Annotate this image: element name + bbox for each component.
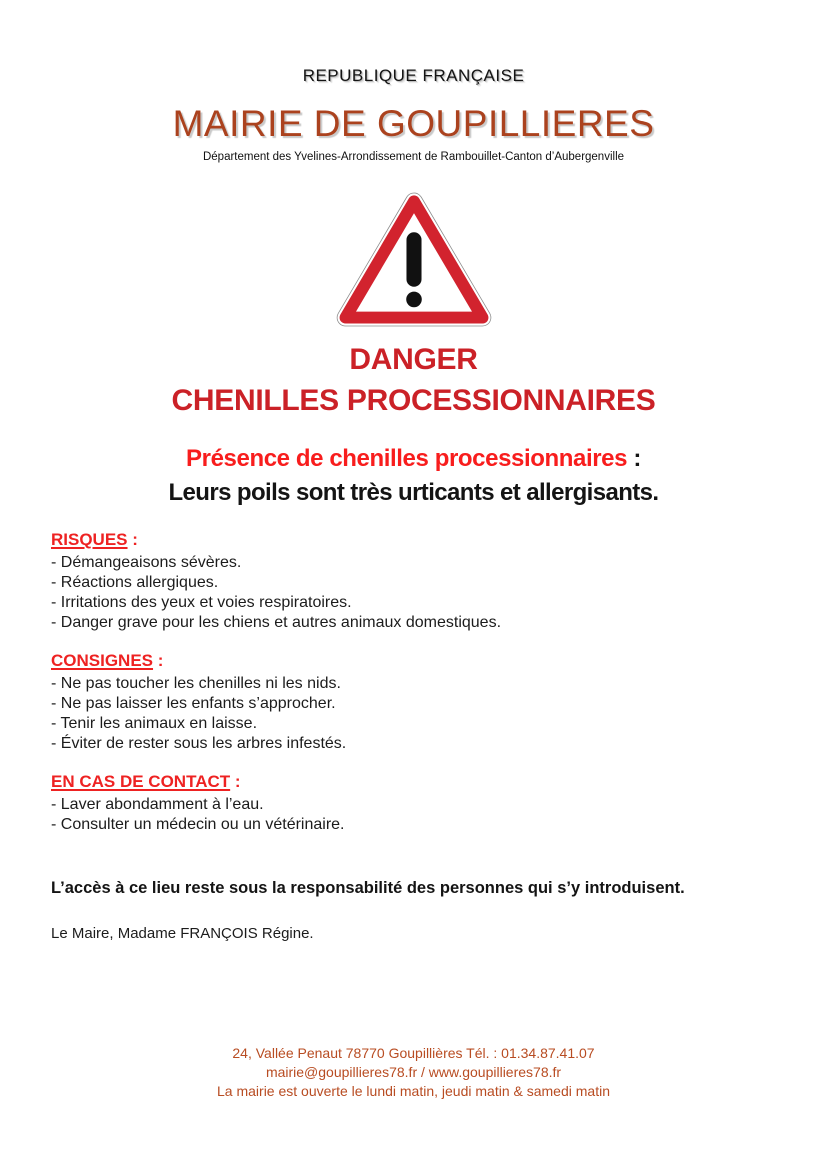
danger-heading-line1: DANGER <box>349 343 478 376</box>
risques-section <box>51 531 777 633</box>
mairie-title: MAIRIE DE GOUPILLIERES <box>172 103 655 144</box>
presence-statement-text: Présence de chenilles processionnaires <box>186 445 628 472</box>
warning-sign-container <box>0 190 827 328</box>
danger-heading <box>0 339 827 421</box>
contact-section <box>51 773 777 835</box>
republic-title: REPUBLIQUE FRANÇAISE <box>302 66 525 85</box>
list-item: - Tenir les animaux en laisse. <box>51 715 258 732</box>
section-heading-contact <box>51 773 777 791</box>
section-heading-colon: : <box>127 530 138 549</box>
warning-triangle-icon <box>336 190 492 329</box>
list-item: - Éviter de rester sous les arbres infestés. <box>51 735 347 752</box>
hairs-warning-statement: Leurs poils sont très urticants et allergisants. <box>168 479 659 506</box>
list-item: - Laver abondamment à l’eau. <box>51 796 264 813</box>
document-footer <box>0 1044 827 1101</box>
section-heading-risques <box>51 531 777 549</box>
section-heading-colon: : <box>230 772 241 791</box>
list-item: - Danger grave pour les chiens et autres animaux domestiques. <box>51 614 502 631</box>
section-heading-text: EN CAS DE CONTACT <box>51 772 231 791</box>
list-item: - Ne pas laisser les enfants s’approcher. <box>51 695 336 712</box>
department-subtitle: Département des Yvelines-Arrondissement de Rambouillet-Canton d’Aubergenville <box>202 151 625 163</box>
document-header <box>0 0 827 163</box>
list-item: - Consulter un médecin ou un vétérinaire. <box>51 816 345 833</box>
section-heading-text: RISQUES <box>51 530 128 549</box>
responsibility-statement: L’accès à ce lieu reste sous la responsabilité des personnes qui s’y introduisent. <box>51 879 685 897</box>
presence-colon: : <box>627 445 641 472</box>
signature-line: Le Maire, Madame FRANÇOIS Régine. <box>51 925 314 942</box>
list-item: - Réactions allergiques. <box>51 574 219 591</box>
section-heading-colon: : <box>153 651 164 670</box>
danger-heading-line2: CHENILLES PROCESSIONNAIRES <box>171 384 656 417</box>
document-body <box>51 531 777 835</box>
section-heading-consignes <box>51 652 777 670</box>
list-item: - Démangeaisons sévères. <box>51 554 242 571</box>
footer-hours: La mairie est ouverte le lundi matin, jeudi matin & samedi matin <box>217 1083 610 1099</box>
section-heading-text: CONSIGNES <box>51 651 154 670</box>
footer-contacts: mairie@goupillieres78.fr / www.goupillieres78.fr <box>265 1064 562 1080</box>
footer-address: 24, Vallée Penaut 78770 Goupillières Tél. : 01.34.87.41.07 <box>232 1045 595 1061</box>
consignes-section <box>51 652 777 754</box>
presence-statement <box>0 445 827 473</box>
list-item: - Ne pas toucher les chenilles ni les nids. <box>51 675 341 692</box>
list-item: - Irritations des yeux et voies respiratoires. <box>51 594 352 611</box>
